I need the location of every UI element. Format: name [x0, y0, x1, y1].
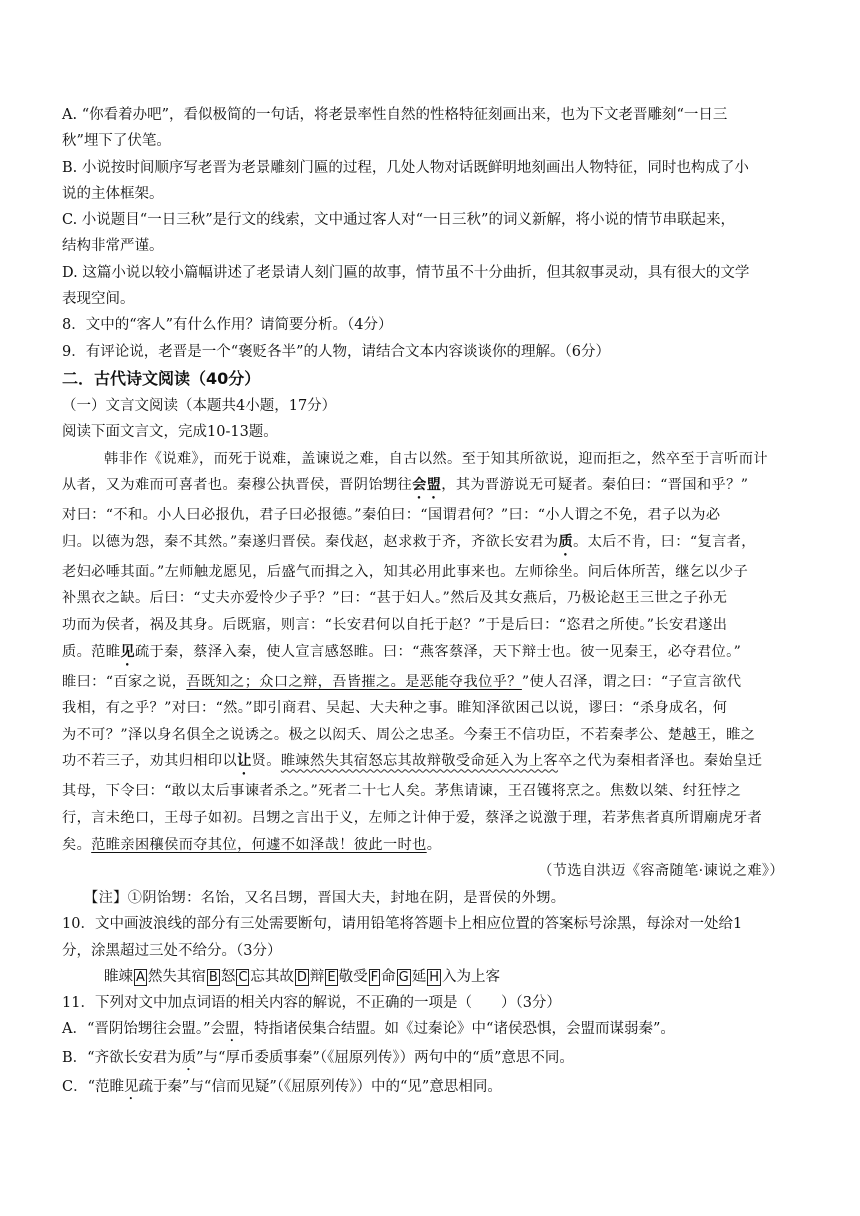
- passage-text: 归。以德为怨，秦不其然。”秦遂归晋侯。秦伐赵，赵求救于齐，齐欲长安君为: [62, 533, 559, 550]
- passage-line: [62, 832, 790, 859]
- passage-line: 韩非作《说难》，而死于说难，盖谏说之难，自古以然。至于知其所欲说，迎而拒之，然卒至于言听而计: [104, 450, 768, 467]
- q11-option-c: [62, 1074, 790, 1103]
- passage-text: 贤。: [251, 753, 281, 770]
- q11-option-a: [62, 1016, 790, 1045]
- q7-options: [62, 102, 790, 312]
- wavy-underlined-sentence: 睢竦然失其宿怒忘其故辩敬受命延入为上客: [280, 753, 559, 770]
- segment-text: 入为上客: [441, 968, 500, 985]
- option-a-line2: 秋”埋下了伏笔。: [62, 133, 171, 150]
- dotted-word-huimeng: 会盟: [412, 477, 442, 494]
- q10-segment-row: [62, 964, 790, 990]
- passage-note: 【注】①阴饴甥：名饴，又名吕甥，晋国大夫，封地在阴，是晋侯的外甥。: [84, 889, 566, 906]
- passage-line: 我相，有之乎？”对曰：“然。”即引商君、吴起、大夫种之事。睢知泽欲困己以说，谬曰：“杀身成名，何: [62, 700, 728, 717]
- answer-box-f[interactable]: F: [370, 969, 379, 985]
- passage-text: ，其为晋游说无可疑者。秦伯曰：“晋国和乎？”: [441, 477, 749, 494]
- classical-passage: [62, 446, 790, 912]
- passage-line: 为不可？”泽以身名俱全之说诱之。极之以闳夭、周公之忠圣。今秦王不信功臣，不若秦孝公、楚越王，睢之: [62, 726, 756, 743]
- passage-line: [62, 748, 790, 778]
- passage-line: 其母，下令曰：“敢以太后事谏者杀之。”死者二十七人矣。茅焦请谏，王召镬将烹之。焦数以桀、纣狂悖之: [62, 783, 742, 800]
- passage-text: 。: [426, 836, 442, 853]
- segment-text: 辩: [309, 968, 325, 985]
- option-c-line1: C. 小说题目“一日三秋”是行文的线索，文中通过客人对“一日三秋”的词义新解，将小说的情节串联起来，: [62, 212, 735, 229]
- passage-text: 从者，又为难而可喜者也。秦穆公执晋侯，晋阴饴甥往: [62, 477, 413, 494]
- answer-box-b[interactable]: B: [208, 969, 218, 985]
- option-c-line2: 结构非常严谨。: [62, 238, 164, 255]
- passage-text: ”使人召泽，谓之曰：“子宣言欲代: [521, 673, 742, 690]
- passage-line: 功而为侯者，祸及其身。后既寤，则言：“长安君何以自托于赵？”于是后曰：“恣君之所使。”长安君遂出: [62, 616, 728, 633]
- answer-box-d[interactable]: D: [296, 969, 307, 985]
- option-text: ”与“厚币委质事秦”（《屈原列传》）两句中的“质”意思不同。: [196, 1050, 574, 1067]
- passage-line: 对曰：“不和。小人曰必报仇，君子曰必报德。”秦伯曰：“国谓君何？”曰：“小人谓之不免，君子以为必: [62, 507, 721, 524]
- segment-text: 然失其宿: [147, 968, 206, 985]
- option-a-line1: A. “你看着办吧”，看似极简的一句话，将老景率性自然的性格特征刻画出来，也为下文老晋雕刻“一日三: [62, 107, 728, 123]
- section-2-title: 二．古代诗文阅读（40分）: [62, 368, 261, 388]
- option-text: 疏于秦”与“信而见疑”（《屈原列传》）中的“见”意思相同。: [138, 1079, 502, 1096]
- underlined-sentence-1: 吾既知之；众口之辩，吾皆摧之。是恶能夺我位乎？: [186, 673, 522, 690]
- q11-option-b: [62, 1045, 790, 1074]
- dotted-word: 质: [181, 1050, 197, 1067]
- dotted-word-zhi: 质: [558, 533, 574, 550]
- answer-box-g[interactable]: G: [398, 969, 409, 985]
- question-10-line1: 10．文中画波浪线的部分有三处需要断句，请用铅笔将答题卡上相应位置的答案标号涂黑，每涂对一处给1: [62, 916, 743, 933]
- segment-text: 忘其故: [250, 968, 294, 985]
- option-text: ，特指诸侯集合结盟。如《过秦论》中“诸侯恐惧，会盟而谋弱秦”。: [239, 1021, 675, 1038]
- option-b-line2: 说的主体框架。: [62, 185, 164, 202]
- segment-text: 怒: [220, 968, 236, 985]
- passage-line: [62, 529, 790, 559]
- question-10-line2: 分，涂黑超过三处不给分。（3分）: [62, 942, 282, 959]
- segment-text: 命: [381, 968, 396, 985]
- passage-line: 老妇必唾其面。”左师触龙愿见，后盛气而揖之入，知其必用此事来也。左师徐坐。问后体所苦，继乞以少子: [62, 563, 749, 580]
- option-text: B．“齐欲长安君为: [62, 1050, 182, 1067]
- passage-text: 质。范睢: [62, 643, 121, 660]
- segment-text: 敬受: [338, 968, 368, 985]
- question-11-stem: 11．下列对文中加点词语的相关内容的解说，不正确的一项是（ ）（3分）: [62, 995, 561, 1012]
- dotted-word: 盟: [225, 1021, 240, 1038]
- option-b-line1: B. 小说按时间顺序写老晋为老景雕刻门匾的过程，几处人物对话既鲜明地刻画出人物特征，同时也构成了小: [62, 159, 749, 176]
- option-d-line1: D. 这篇小说以较小篇幅讲述了老景请人刻门匾的故事，情节虽不十分曲折，但其叙事灵动，具有很大的文学: [62, 264, 750, 281]
- dotted-word-jian: 见: [120, 643, 135, 660]
- underlined-sentence-2: 范睢亲困穰侯而夺其位，何遽不如泽哉！彼此一时也: [91, 836, 427, 853]
- subsection-1-title: （一）文言文阅读（本题共4小题，17分）: [62, 397, 337, 414]
- segment-text: 延: [411, 968, 427, 985]
- passage-text: 。太后不肯，曰：“复言者，: [573, 533, 756, 550]
- passage-text: 疏于秦，蔡泽入秦，使人宣言感怒睢。曰：“燕客蔡泽，天下辩士也。彼一见秦王，必夺君位。”: [134, 643, 742, 660]
- reading-instruction: 阅读下面文言文，完成10-13题。: [62, 424, 278, 441]
- answer-box-e[interactable]: E: [327, 969, 336, 985]
- dotted-word-rang: 让: [237, 753, 252, 770]
- passage-source: （节选自洪迈《容斋随笔·谏说之难》）: [538, 863, 784, 880]
- option-text: C．“范睢: [62, 1079, 125, 1096]
- passage-line: 行，言未绝口，王母子如初。吕甥之言出于义，左师之计伸于爱，蔡泽之说激于理，若茅焦者真所谓廟虎牙者: [62, 809, 763, 826]
- option-d-line2: 表现空间。: [62, 291, 135, 308]
- passage-text: 功不若三子，劝其归相印以: [62, 753, 238, 770]
- passage-line: [62, 472, 790, 502]
- answer-box-h[interactable]: H: [429, 969, 439, 985]
- option-text: A．“晋阴饴甥往会盟。”会: [62, 1021, 226, 1038]
- passage-line: [62, 639, 790, 669]
- dotted-word: 见: [124, 1079, 139, 1096]
- passage-text: 卒之代为秦相者泽也。秦始皇迁: [558, 753, 763, 770]
- passage-text: 矣。: [62, 836, 92, 853]
- question-9: 9．有评论说，老晋是一个“褒贬各半”的人物，请结合文本内容谈谈你的理解。（6分）: [62, 343, 611, 360]
- question-8: 8．文中的“客人”有什么作用？请简要分析。（4分）: [62, 317, 393, 334]
- answer-box-c[interactable]: C: [238, 969, 248, 985]
- passage-text: 睢曰：“百家之说，: [62, 673, 187, 690]
- segment-text: 睢竦: [104, 968, 133, 985]
- passage-line: 补黑衣之缺。后曰：“丈夫亦爱怜少子乎？”曰：“甚于妇人。”然后及其女燕后，乃极论赵王三世之子孙无: [62, 590, 728, 607]
- passage-line: [62, 669, 790, 696]
- answer-box-a[interactable]: A: [136, 969, 145, 985]
